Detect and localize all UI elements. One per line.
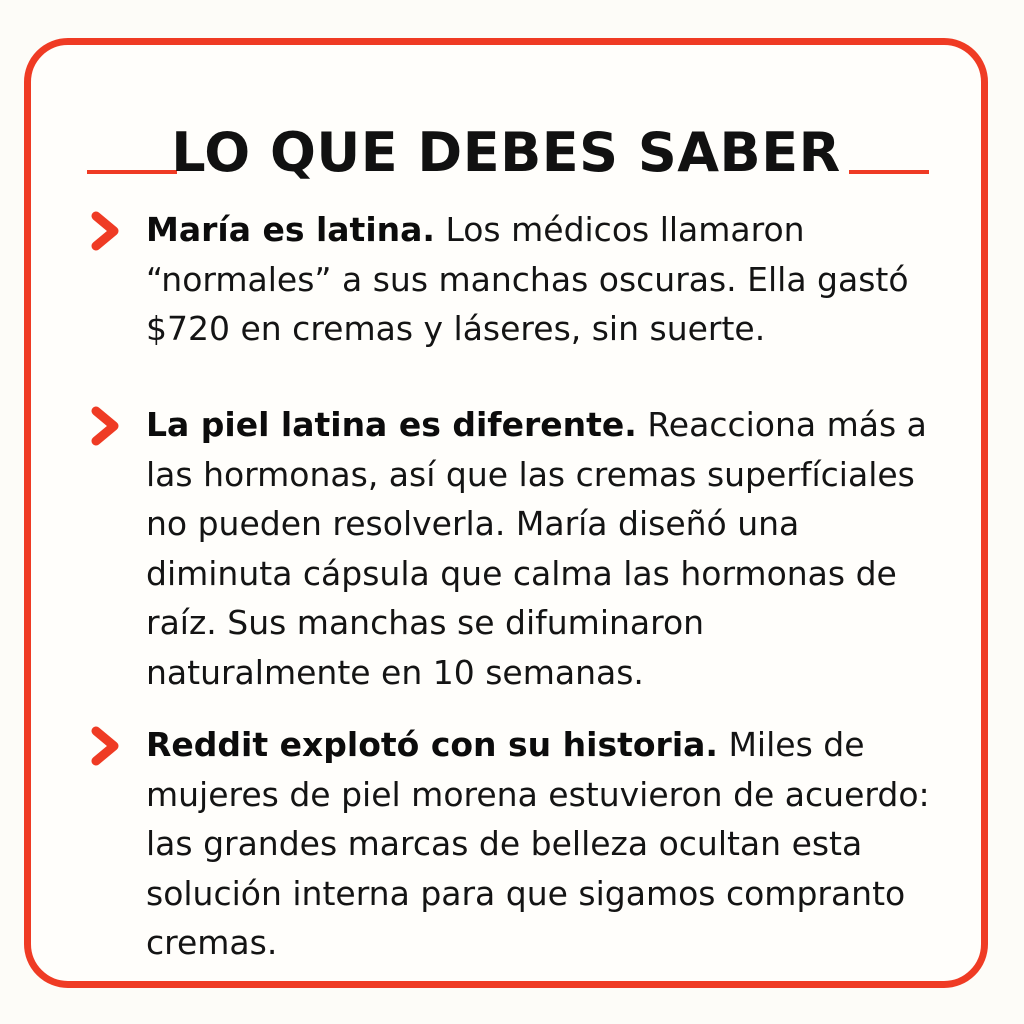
item-bold-lead: María es latina. [146,210,435,249]
chevron-right-icon [88,726,122,766]
item-body: Miles de mujeres de piel morena estuvieron de acuerdo: las grandes marcas de belleza ocultan esta solución interna para que sigamos compranto cremas. [146,725,930,962]
item-text [146,720,936,968]
item-body: Reacciona más a las hormonas, así que las cremas superfíciales no pueden resolverla. María diseñó una diminuta cápsula que calma las hormonas de raíz. Sus manchas se difuminaron naturalmente en 10 semanas. [146,405,927,692]
card-header [31,113,981,193]
item-bold-lead: Reddit explotó con su historia. [146,725,718,764]
card-title: LO QUE DEBES SABER [171,121,841,184]
info-card [24,38,988,988]
list-item-1 [146,205,936,354]
chevron-right-icon [88,406,122,446]
chevron-right-icon [88,211,122,251]
item-text [146,400,936,697]
item-text [146,205,936,354]
header-rule-right [849,170,929,174]
list-item-3 [146,720,936,968]
item-bold-lead: La piel latina es diferente. [146,405,637,444]
list-item-2 [146,400,936,697]
item-body: Los médicos llamaron “normales” a sus manchas oscuras. Ella gastó $720 en cremas y láseres, sin suerte. [146,210,909,348]
